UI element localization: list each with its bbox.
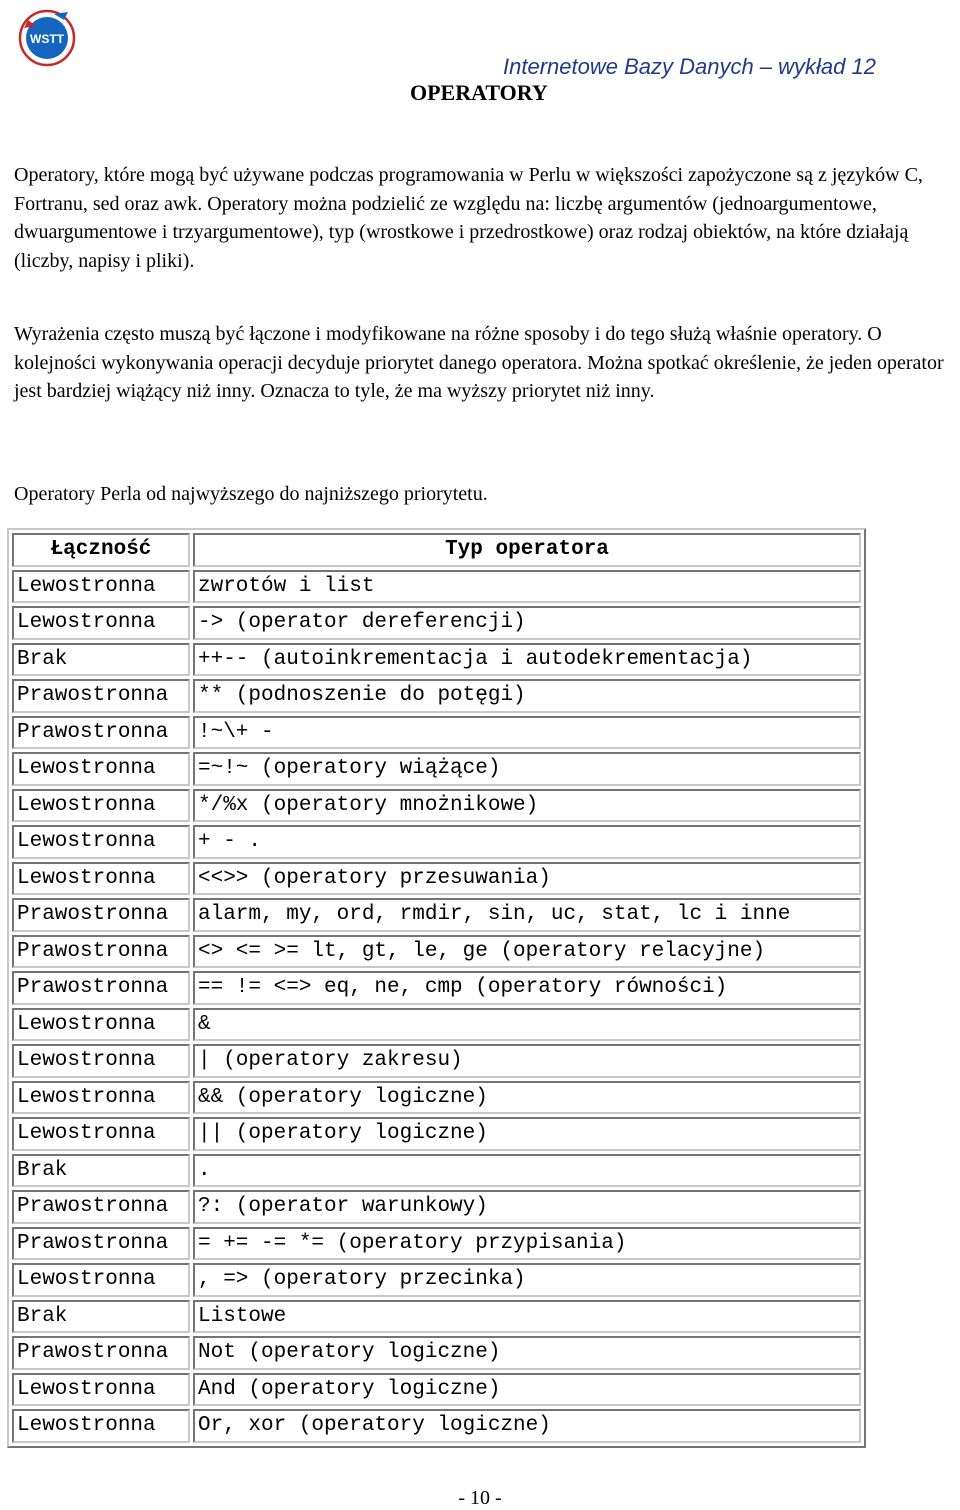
associativity-cell: Lewostronna bbox=[12, 1081, 190, 1115]
associativity-cell: Lewostronna bbox=[12, 1044, 190, 1078]
page-number: - 10 - bbox=[458, 1487, 502, 1509]
table-row bbox=[12, 679, 861, 713]
associativity-cell: Brak bbox=[12, 643, 190, 677]
table-row bbox=[12, 1008, 861, 1042]
operator-type-cell: <> <= >= lt, gt, le, ge (operatory relacyjne) bbox=[193, 935, 861, 969]
associativity-cell: Prawostronna bbox=[12, 716, 190, 750]
operator-type-cell: <<>> (operatory przesuwania) bbox=[193, 862, 861, 896]
associativity-cell: Lewostronna bbox=[12, 1409, 190, 1443]
operator-type-cell: ?: (operator warunkowy) bbox=[193, 1190, 861, 1224]
operator-type-cell: =~!~ (operatory wiążące) bbox=[193, 752, 861, 786]
associativity-cell: Lewostronna bbox=[12, 1263, 190, 1297]
table-row bbox=[12, 1300, 861, 1334]
table-row bbox=[12, 1117, 861, 1151]
associativity-cell: Lewostronna bbox=[12, 862, 190, 896]
associativity-cell: Lewostronna bbox=[12, 752, 190, 786]
operator-type-cell: && (operatory logiczne) bbox=[193, 1081, 861, 1115]
associativity-cell: Lewostronna bbox=[12, 1008, 190, 1042]
operator-type-cell: ** (podnoszenie do potęgi) bbox=[193, 679, 861, 713]
header-associativity: Łączność bbox=[12, 533, 190, 567]
associativity-cell: Lewostronna bbox=[12, 570, 190, 604]
operator-type-cell: == != <=> eq, ne, cmp (operatory równości) bbox=[193, 971, 861, 1005]
associativity-cell: Prawostronna bbox=[12, 935, 190, 969]
operator-type-cell: And (operatory logiczne) bbox=[193, 1373, 861, 1407]
associativity-cell: Lewostronna bbox=[12, 789, 190, 823]
operator-type-cell: Listowe bbox=[193, 1300, 861, 1334]
operators-table bbox=[7, 528, 866, 1448]
table-row bbox=[12, 1263, 861, 1297]
operator-type-cell: ++-- (autoinkrementacja i autodekrementacja) bbox=[193, 643, 861, 677]
table-row bbox=[12, 1190, 861, 1224]
table-row bbox=[12, 1154, 861, 1188]
operator-type-cell: || (operatory logiczne) bbox=[193, 1117, 861, 1151]
associativity-cell: Prawostronna bbox=[12, 1227, 190, 1261]
table-row bbox=[12, 570, 861, 604]
associativity-cell: Prawostronna bbox=[12, 1336, 190, 1370]
header-operator-type: Typ operatora bbox=[193, 533, 861, 567]
associativity-cell: Lewostronna bbox=[12, 1373, 190, 1407]
operator-type-cell: , => (operatory przecinka) bbox=[193, 1263, 861, 1297]
table-row bbox=[12, 1409, 861, 1443]
operator-type-cell: Not (operatory logiczne) bbox=[193, 1336, 861, 1370]
table-body bbox=[12, 570, 861, 1443]
operator-type-cell: zwrotów i list bbox=[193, 570, 861, 604]
table-row bbox=[12, 935, 861, 969]
table-row bbox=[12, 752, 861, 786]
table-row bbox=[12, 862, 861, 896]
associativity-cell: Lewostronna bbox=[12, 825, 190, 859]
operator-type-cell: alarm, my, ord, rmdir, sin, uc, stat, lc i inne bbox=[193, 898, 861, 932]
table-row bbox=[12, 789, 861, 823]
intro-paragraph: Operatory, które mogą być używane podczas programowania w Perlu w większości zapożyczone są z języków C, Fortranu, sed oraz awk. Operatory można podzielić ze względu na: liczbę argumentów (jednoargumentowe, dwuargumentowe i trzyargumentowe), typ (wrostkowe i przedrostkowe) oraz rodzaj obiektów, na które działają (liczby, napisy i pliki). bbox=[14, 164, 923, 272]
associativity-cell: Brak bbox=[12, 1154, 190, 1188]
table-row bbox=[12, 606, 861, 640]
operator-type-cell: + - . bbox=[193, 825, 861, 859]
associativity-cell: Prawostronna bbox=[12, 971, 190, 1005]
table-row bbox=[12, 1227, 861, 1261]
associativity-cell: Prawostronna bbox=[12, 679, 190, 713]
operator-type-cell: | (operatory zakresu) bbox=[193, 1044, 861, 1078]
associativity-cell: Lewostronna bbox=[12, 606, 190, 640]
course-title: Internetowe Bazy Danych – wykład 12 bbox=[503, 54, 876, 79]
associativity-cell: Brak bbox=[12, 1300, 190, 1334]
table-caption: Operatory Perla od najwyższego do najniższego priorytetu. bbox=[14, 483, 488, 505]
operator-type-cell: & bbox=[193, 1008, 861, 1042]
logo-text: WSTT bbox=[30, 32, 64, 46]
operator-type-cell: = += -= *= (operatory przypisania) bbox=[193, 1227, 861, 1261]
associativity-cell: Prawostronna bbox=[12, 898, 190, 932]
table-row bbox=[12, 1373, 861, 1407]
operator-type-cell: -> (operator dereferencji) bbox=[193, 606, 861, 640]
table-row bbox=[12, 643, 861, 677]
priority-paragraph: Wyrażenia często muszą być łączone i modyfikowane na różne sposoby i do tego służą właśnie operatory. O kolejności wykonywania operacji decyduje priorytet danego operatora. Można spotkać określenie, że jeden operator jest bardziej wiążący niż inny. Oznacza to tyle, że ma wyższy priorytet niż inny. bbox=[14, 323, 944, 402]
operator-type-cell: Or, xor (operatory logiczne) bbox=[193, 1409, 861, 1443]
associativity-cell: Prawostronna bbox=[12, 1190, 190, 1224]
operator-type-cell: */%x (operatory mnożnikowe) bbox=[193, 789, 861, 823]
table-row bbox=[12, 898, 861, 932]
table-row bbox=[12, 825, 861, 859]
table-row bbox=[12, 1044, 861, 1078]
operator-type-cell: !~\+ - bbox=[193, 716, 861, 750]
university-logo bbox=[14, 6, 84, 68]
associativity-cell: Lewostronna bbox=[12, 1117, 190, 1151]
section-title: OPERATORY bbox=[410, 80, 548, 105]
table-row bbox=[12, 716, 861, 750]
table-row bbox=[12, 971, 861, 1005]
table-row bbox=[12, 1081, 861, 1115]
table-header-row bbox=[12, 533, 861, 567]
table-row bbox=[12, 1336, 861, 1370]
operator-type-cell: . bbox=[193, 1154, 861, 1188]
